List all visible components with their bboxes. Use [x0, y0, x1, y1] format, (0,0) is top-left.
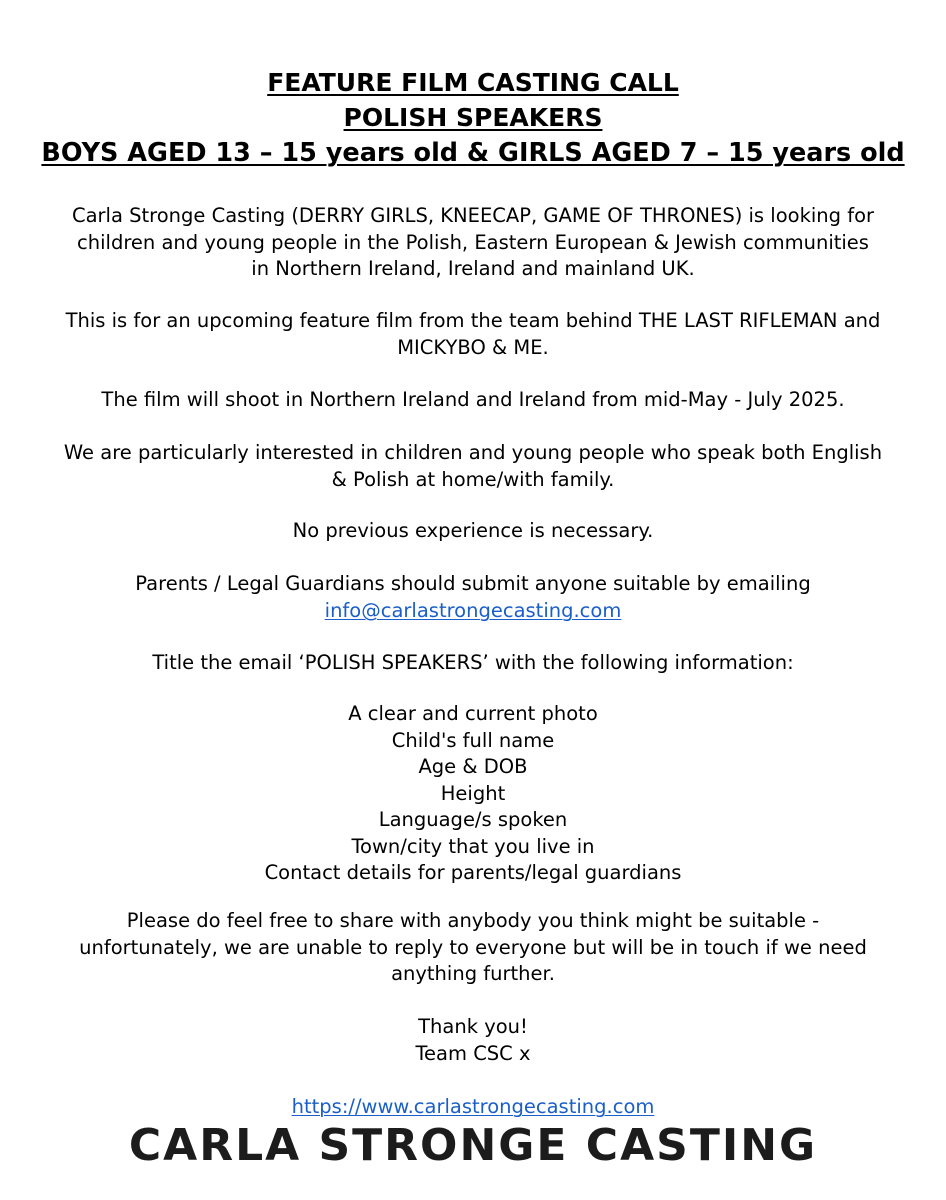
experience-text: No previous experience is necessary.	[292, 519, 654, 542]
requirements-list	[20, 701, 926, 887]
list-item: Child's full name	[391, 728, 555, 752]
intro-line: in Northern Ireland, Ireland and mainland UK.	[251, 257, 695, 280]
interest-line: We are particularly interested in children and young people who speak both English	[63, 441, 883, 464]
intro-line: children and young people in the Polish, Eastern European & Jewish communities	[77, 230, 869, 254]
list-item: A clear and current photo	[348, 702, 598, 725]
project-line: MICKYBO & ME.	[397, 335, 549, 359]
signoff	[20, 1014, 926, 1067]
list-item: Height	[440, 781, 506, 805]
heading-title: FEATURE FILM CASTING CALL	[267, 68, 679, 97]
heading-subtitle: POLISH SPEAKERS	[343, 103, 603, 132]
experience-paragraph	[20, 518, 926, 545]
list-item: Age & DOB	[418, 755, 528, 778]
intro-paragraph	[20, 203, 926, 283]
project-paragraph	[20, 308, 926, 361]
share-line: unfortunately, we are unable to reply to everyone but will be in touch if we need	[79, 935, 867, 959]
website-link[interactable]: https://www.carlastrongecasting.com	[291, 1095, 655, 1118]
signoff-thanks: Thank you!	[418, 1015, 528, 1038]
signoff-team: Team CSC x	[415, 1041, 531, 1065]
shoot-paragraph	[20, 387, 926, 414]
submit-paragraph	[20, 571, 926, 624]
email-title-paragraph	[20, 650, 926, 677]
intro-line: Carla Stronge Casting (DERRY GIRLS, KNEECAP, GAME OF THRONES) is looking for	[71, 204, 875, 227]
share-paragraph	[20, 908, 926, 988]
list-item: Town/city that you live in	[351, 834, 595, 858]
list-item: Contact details for parents/legal guardians	[264, 861, 682, 884]
shoot-text: The film will shoot in Northern Ireland and Ireland from mid-May - July 2025.	[101, 388, 845, 411]
submit-text: Parents / Legal Guardians should submit anyone suitable by emailing	[135, 572, 811, 595]
heading-ages: BOYS AGED 13 – 15 years old & GIRLS AGED 7 – 15 years old	[41, 138, 905, 168]
project-line: This is for an upcoming feature film from the team behind THE LAST RIFLEMAN and	[65, 309, 881, 332]
email-title-text: Title the email ‘POLISH SPEAKERS’ with the following information:	[152, 651, 794, 674]
brand-logo-text: CARLA STRONGE CASTING	[128, 1120, 818, 1171]
website-row	[0, 1094, 946, 1120]
interest-line: & Polish at home/with family.	[331, 467, 615, 491]
interest-paragraph	[20, 440, 926, 493]
list-item: Language/s spoken	[378, 808, 568, 831]
share-line: Please do feel free to share with anybody you think might be suitable -	[126, 909, 820, 932]
share-line: anything further.	[391, 962, 555, 985]
email-link[interactable]: info@carlastrongecasting.com	[324, 598, 622, 622]
